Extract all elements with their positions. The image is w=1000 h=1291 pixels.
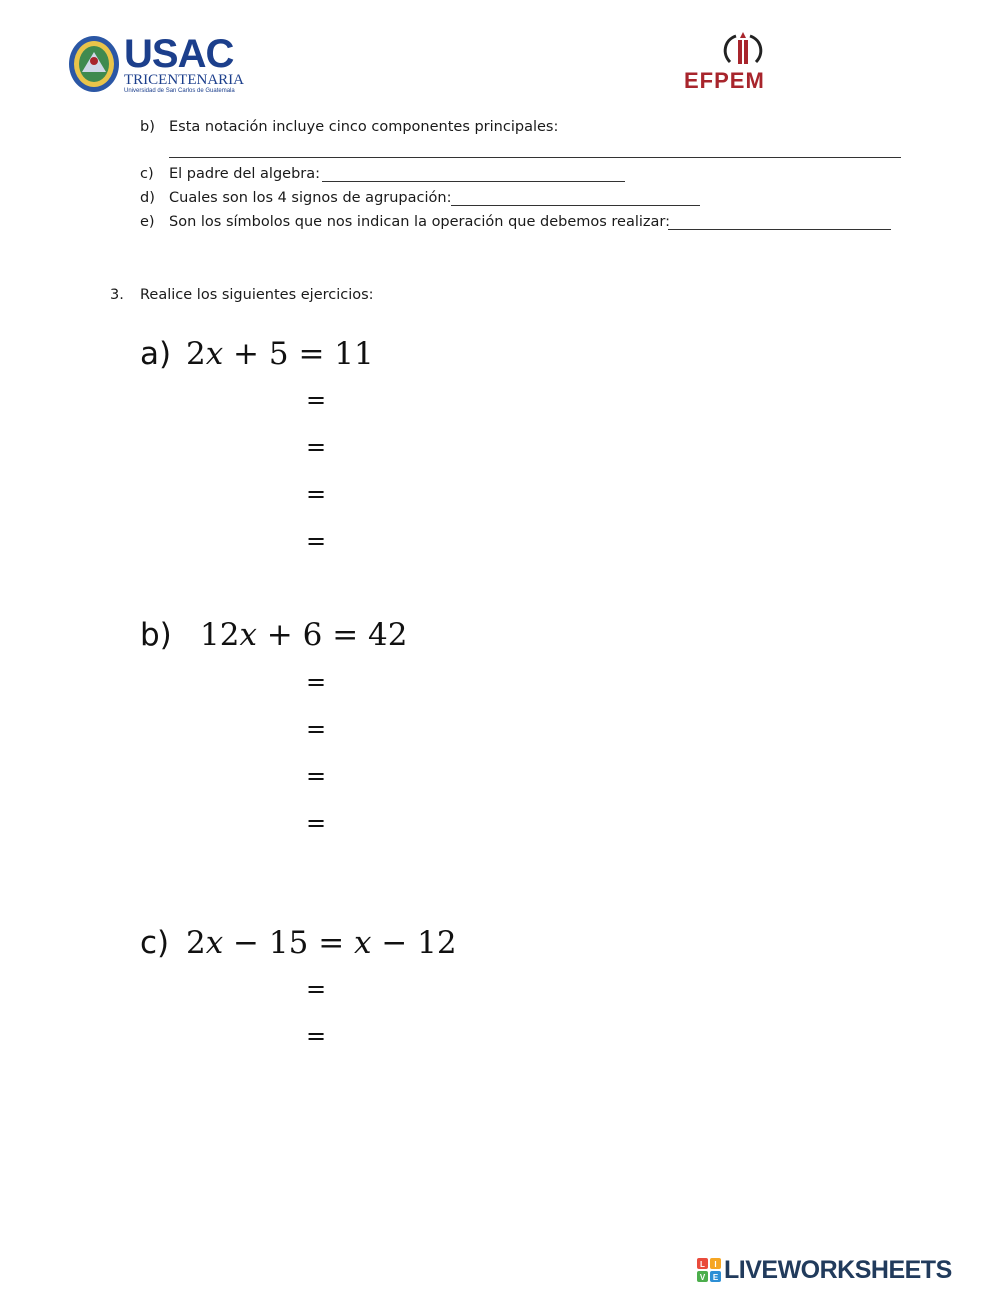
liveworksheets-logo <box>697 1256 997 1286</box>
question-d-text: Cuales son los 4 signos de agrupación: <box>169 190 452 206</box>
efpem-wordmark: EFPEM <box>684 68 765 93</box>
exercise-a-step: = <box>306 480 327 508</box>
question-e-text: Son los símbolos que nos indican la operación que debemos realizar: <box>169 214 671 230</box>
answer-line-b[interactable] <box>169 157 901 158</box>
exercise-c-step: = <box>306 975 327 1003</box>
usac-logo <box>68 32 244 98</box>
question-d-marker: d) <box>140 190 155 206</box>
exercise-b-step: = <box>306 668 327 696</box>
answer-line-e[interactable] <box>668 229 891 230</box>
section-number: 3. <box>110 287 124 303</box>
question-b-marker: b) <box>140 119 155 135</box>
exercise-b-equation: 12𝑥 + 6 = 42 <box>200 617 408 653</box>
usac-tagline: Universidad de San Carlos de Guatemala <box>124 88 235 94</box>
question-e-marker: e) <box>140 214 155 230</box>
question-c-marker: c) <box>140 166 154 182</box>
usac-seal-icon <box>68 34 120 94</box>
efpem-logo <box>680 32 805 100</box>
exercise-c-equation: 2𝑥 − 15 = 𝑥 − 12 <box>186 925 457 961</box>
exercise-b-label: b) <box>140 617 172 653</box>
section-title: Realice los siguientes ejercicios: <box>140 287 374 303</box>
exercise-b-step: = <box>306 809 327 837</box>
answer-line-c[interactable] <box>322 181 625 182</box>
efpem-emblem-icon <box>718 32 768 70</box>
question-b-text: Esta notación incluye cinco componentes principales: <box>169 119 559 135</box>
usac-subtitle: TRICENTENARIA <box>124 72 244 88</box>
exercise-c-step: = <box>306 1022 327 1050</box>
exercise-a-step: = <box>306 386 327 414</box>
brand-letter: E <box>712 1273 719 1282</box>
usac-wordmark: USAC <box>124 32 234 76</box>
exercise-a-step: = <box>306 527 327 555</box>
exercise-c-label: c) <box>140 925 170 961</box>
exercise-a-equation: 2𝑥 + 5 = 11 <box>186 336 374 372</box>
exercise-a-label: a) <box>140 336 172 372</box>
question-c-text: El padre del algebra: <box>169 166 321 182</box>
brand-letter: I <box>714 1260 717 1269</box>
brand-letter: L <box>700 1260 705 1269</box>
liveworksheets-grid-icon <box>697 1258 721 1282</box>
exercise-b-step: = <box>306 715 327 743</box>
brand-letter: V <box>699 1273 706 1282</box>
exercise-b-step: = <box>306 762 327 790</box>
exercise-a-step: = <box>306 433 327 461</box>
answer-line-d[interactable] <box>451 205 700 206</box>
liveworksheets-wordmark: LIVEWORKSHEETS <box>724 1256 952 1284</box>
